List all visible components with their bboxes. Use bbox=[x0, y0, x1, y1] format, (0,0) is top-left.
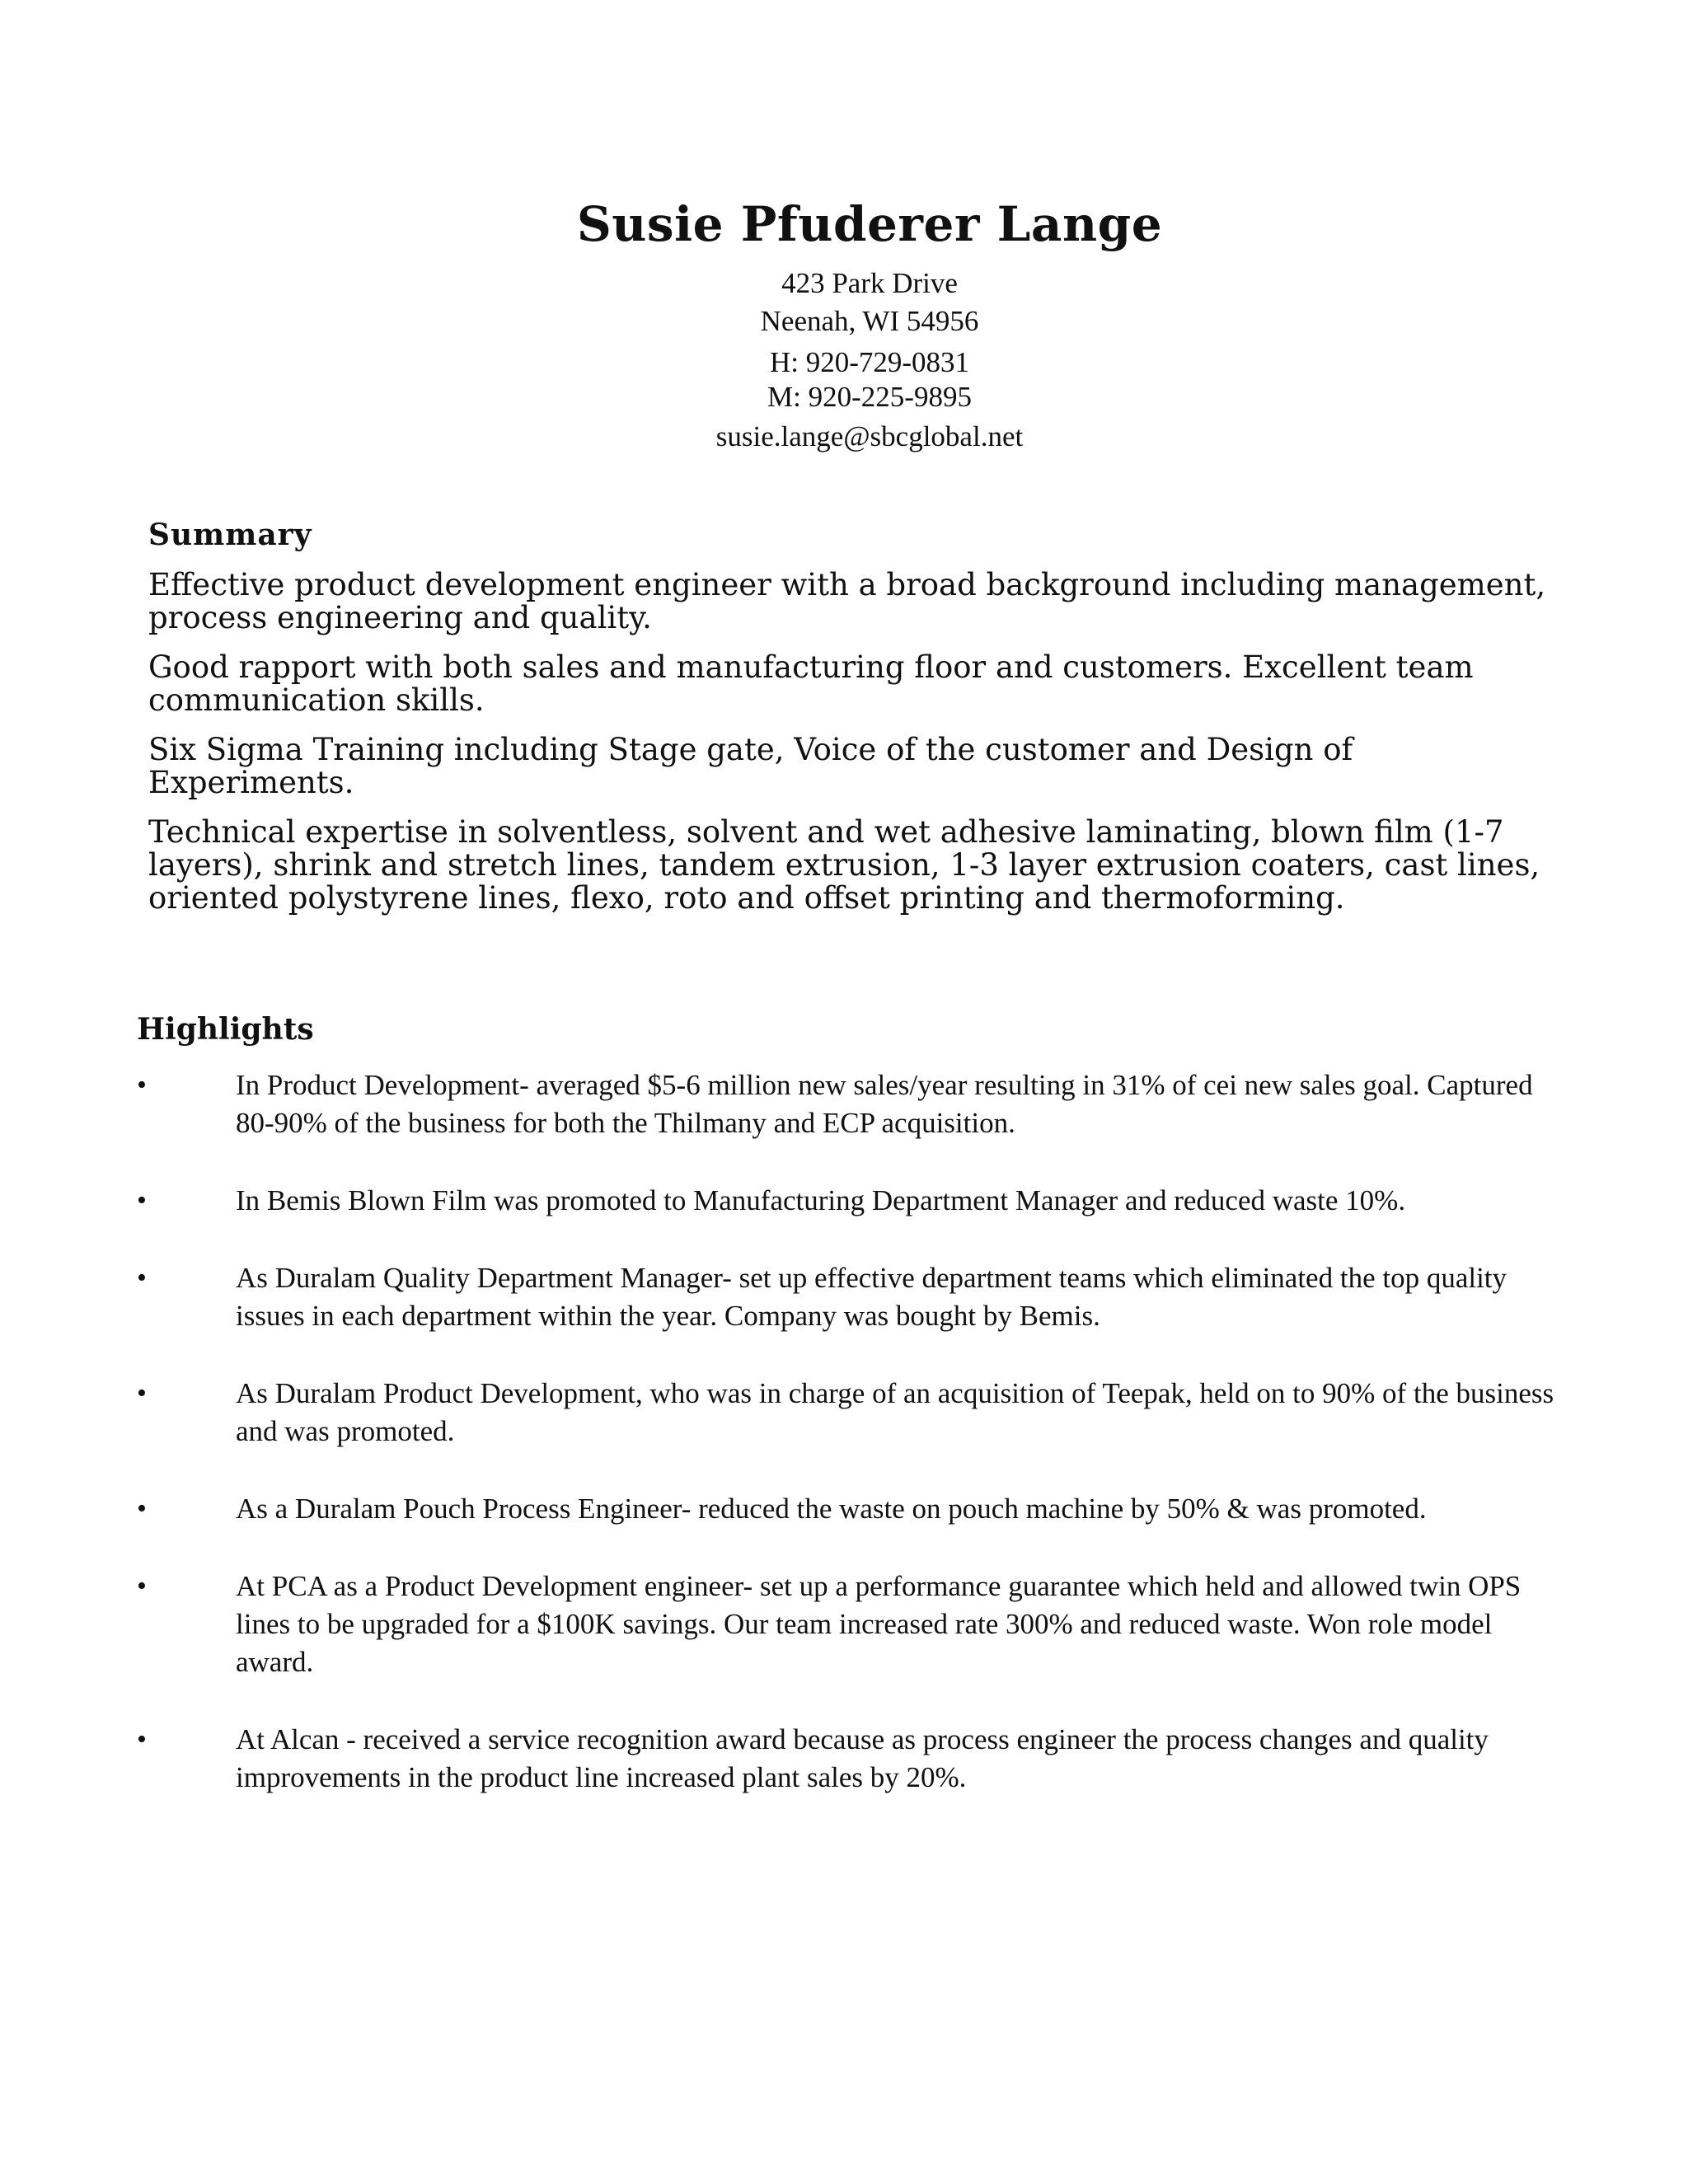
highlight-item bbox=[137, 1259, 1571, 1335]
highlight-item bbox=[137, 1375, 1571, 1451]
bullet-icon: • bbox=[137, 1493, 147, 1524]
highlight-text: As a Duralam Pouch Process Engineer- reduced the waste on pouch machine by 50% & was promoted. bbox=[236, 1493, 1427, 1525]
home-phone: H: 920-729-0831 bbox=[769, 346, 970, 378]
email-address: susie.lange@sbcglobal.net bbox=[715, 420, 1024, 452]
highlight-item bbox=[137, 1066, 1571, 1142]
highlight-item bbox=[137, 1568, 1571, 1681]
highlight-text: In Bemis Blown Film was promoted to Manufacturing Department Manager and reduced waste 10%. bbox=[236, 1184, 1406, 1216]
bullet-icon: • bbox=[137, 1378, 147, 1408]
summary-section bbox=[148, 569, 1566, 931]
mobile-phone: M: 920-225-9895 bbox=[767, 381, 972, 413]
address-line-2: Neenah, WI 54956 bbox=[760, 305, 979, 337]
highlights-list bbox=[137, 1066, 1571, 1836]
bullet-icon: • bbox=[137, 1571, 147, 1601]
highlight-item bbox=[137, 1490, 1571, 1528]
highlight-text: At Alcan - received a service recognition award because as process engineer the process changes and quality improvements in the product line increased plant sales by 20%. bbox=[236, 1723, 1489, 1793]
highlight-text: As Duralam Quality Department Manager- set up effective department teams which eliminated the top quality issues in each department within the year. Company was bought by Bemis. bbox=[236, 1262, 1507, 1332]
bullet-icon: • bbox=[137, 1185, 147, 1216]
bullet-icon: • bbox=[137, 1724, 147, 1755]
summary-paragraph: Effective product development engineer with a broad background including management, process engineering and quality. bbox=[148, 567, 1546, 635]
address-line-1: 423 Park Drive bbox=[781, 267, 958, 299]
summary-heading: Summary bbox=[148, 518, 312, 552]
highlight-text: As Duralam Product Development, who was in charge of an acquisition of Teepak, held on to 90% of the business and was promoted. bbox=[236, 1377, 1554, 1447]
bullet-icon: • bbox=[137, 1263, 147, 1293]
candidate-name: Susie Pfuderer Lange bbox=[576, 196, 1163, 252]
highlight-text: In Product Development- averaged $5-6 million new sales/year resulting in 31% of cei new sales goal. Captured 80-90% of the business for both the Thilmany and ECP acquisition. bbox=[236, 1069, 1533, 1139]
highlight-item bbox=[137, 1721, 1571, 1797]
highlight-text: At PCA as a Product Development engineer- set up a performance guarantee which held and allowed twin OPS lines to be upgraded for a $100K savings. Our team increased rate 300% and reduced waste. Won role model award. bbox=[236, 1570, 1522, 1678]
highlights-heading: Highlights bbox=[137, 1012, 314, 1047]
summary-paragraph: Technical expertise in solventless, solvent and wet adhesive laminating, blown film (1-7 layers), shrink and stretch lines, tandem extrusion, 1-3 layer extrusion coaters, cast lines, oriented polystyrene lines, flexo, roto and offset printing and thermoforming. bbox=[148, 814, 1540, 916]
summary-paragraph: Good rapport with both sales and manufacturing floor and customers. Excellent team communication skills. bbox=[148, 649, 1474, 718]
highlight-item bbox=[137, 1182, 1571, 1220]
summary-paragraph: Six Sigma Training including Stage gate, Voice of the customer and Design of Experiments. bbox=[148, 732, 1353, 800]
bullet-icon: • bbox=[137, 1070, 147, 1100]
